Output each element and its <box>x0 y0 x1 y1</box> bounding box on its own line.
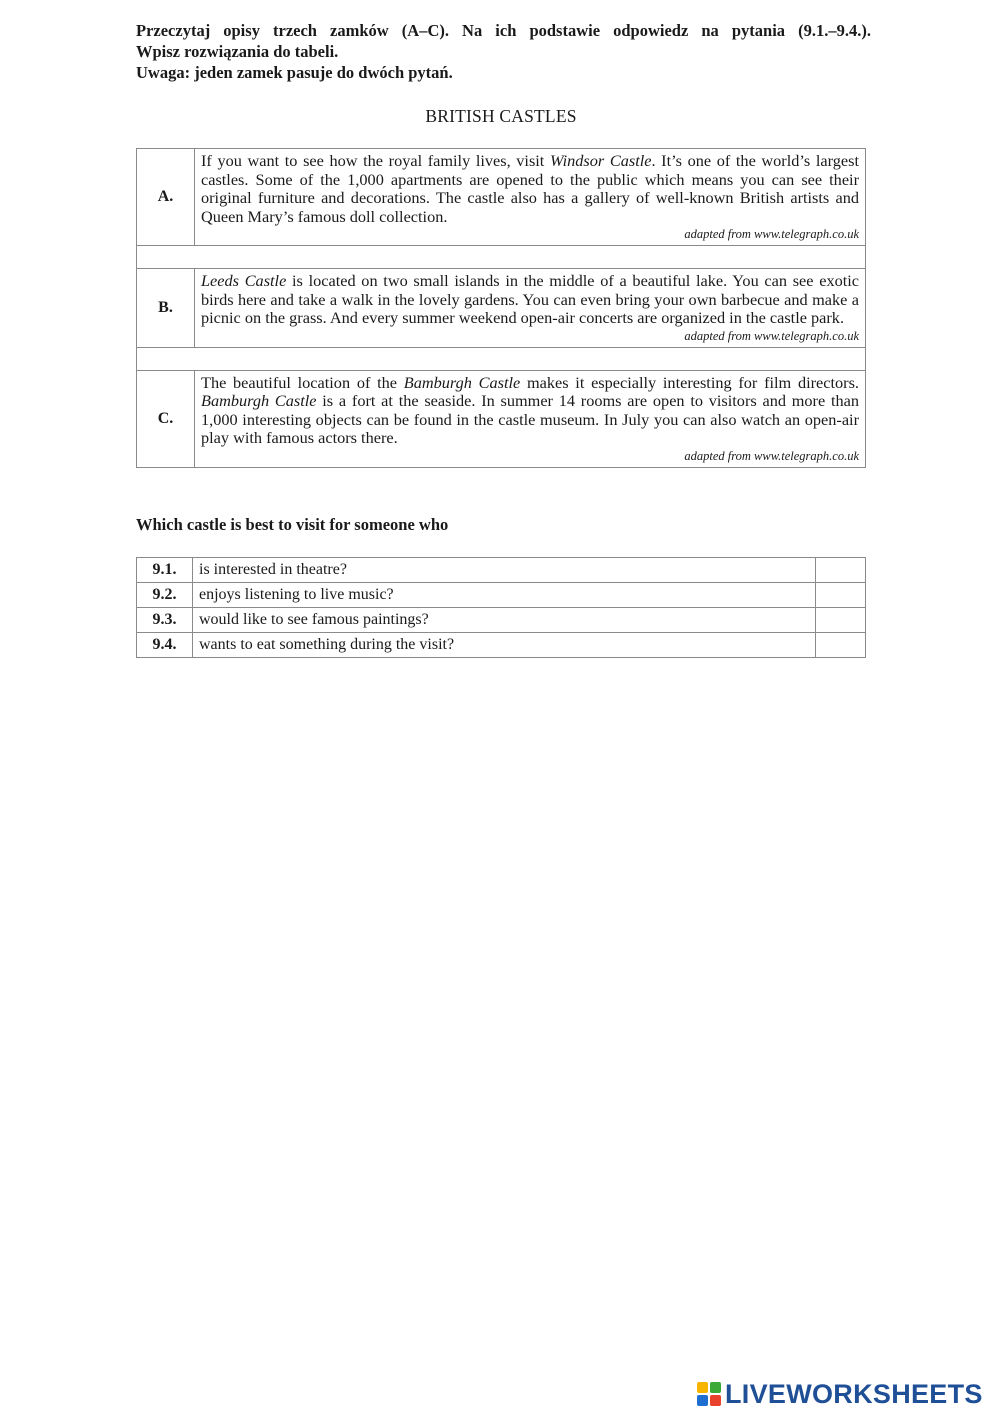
page-title: BRITISH CASTLES <box>425 106 577 126</box>
source-citation: adapted from www.telegraph.co.uk <box>684 328 859 343</box>
logo-square-icon <box>710 1395 721 1406</box>
text-segment: If you want to see how the royal family lives, visit <box>201 151 550 170</box>
answer-field[interactable] <box>816 608 866 633</box>
spacer-row <box>137 347 866 370</box>
question-number: 9.1. <box>137 558 193 583</box>
instruction-line-2: Wpisz rozwiązania do tabeli. <box>136 42 339 61</box>
answer-field[interactable] <box>816 558 866 583</box>
logo-grid-icon <box>697 1382 721 1406</box>
castles-table <box>136 148 866 468</box>
question-row <box>137 633 866 658</box>
question-row <box>137 558 866 583</box>
text-segment: The beautiful location of the <box>201 372 404 392</box>
spacer-row <box>137 246 866 269</box>
castle-row-a <box>137 149 866 246</box>
question-prompt: Which castle is best to visit for someone who <box>136 515 449 534</box>
castle-letter: A. <box>137 149 195 246</box>
source-citation: adapted from www.telegraph.co.uk <box>684 227 859 241</box>
castle-row-b <box>137 269 866 348</box>
question-text: enjoys listening to live music? <box>193 583 816 608</box>
text-segment: is located on two small islands in the middle of a beautiful lake. You can see exotic birds here and take a walk in the lovely gardens. You can even bring your own barbecue and make a picnic on the grass. And every summer weekend open-air concerts are organized in the castle park. <box>201 271 859 327</box>
castle-name: Bamburgh Castle <box>403 372 521 392</box>
question-number: 9.3. <box>137 608 193 633</box>
question-number: 9.2. <box>137 583 193 608</box>
castle-description <box>195 269 866 348</box>
castle-letter: B. <box>137 269 195 348</box>
logo-square-icon <box>697 1395 708 1406</box>
question-text: wants to eat something during the visit? <box>193 633 816 658</box>
liveworksheets-logo[interactable] <box>697 1378 983 1410</box>
instruction-line-3: Uwaga: jeden zamek pasuje do dwóch pytań. <box>136 63 453 82</box>
castle-description <box>195 149 866 246</box>
logo-square-icon <box>710 1382 721 1393</box>
logo-text: LIVEWORKSHEETS <box>725 1378 983 1409</box>
question-row <box>137 608 866 633</box>
answers-table <box>136 557 866 658</box>
castle-description <box>195 370 866 467</box>
question-number: 9.4. <box>137 633 193 658</box>
text-segment: . It’s one of the world’s largest castles. Some of the 1,000 apartments are opened to the public which means you can see their original furniture and decorations. The castle also has a gallery of well-known British artists and Queen Mary’s famous doll collection. <box>201 151 859 226</box>
logo-square-icon <box>697 1382 708 1393</box>
castle-name: Windsor Castle <box>549 151 652 170</box>
question-text: would like to see famous paintings? <box>193 608 816 633</box>
castle-name: Bamburgh Castle <box>201 391 317 410</box>
spacer-cell <box>137 246 866 269</box>
question-row <box>137 583 866 608</box>
question-text: is interested in theatre? <box>193 558 816 583</box>
source-citation: adapted from www.telegraph.co.uk <box>684 448 859 463</box>
castle-row-c <box>137 370 866 467</box>
instruction-line-1: Przeczytaj opisy trzech zamków (A–C). Na ich podstawie odpowiedz na pytania (9.1.–9.4.). <box>136 21 871 40</box>
instructions <box>136 20 871 83</box>
answer-field[interactable] <box>816 633 866 658</box>
answer-field[interactable] <box>816 583 866 608</box>
spacer-cell <box>137 347 866 370</box>
castle-letter: C. <box>137 370 195 467</box>
castle-name: Leeds Castle <box>201 271 287 290</box>
text-segment: is a fort at the seaside. In summer 14 rooms are open to visitors and more than 1,000 interesting objects can be found in the castle museum. In July you can also watch an open-air play with famous actors there. <box>201 391 859 447</box>
text-segment: makes it especially interesting for film directors. <box>520 372 859 392</box>
